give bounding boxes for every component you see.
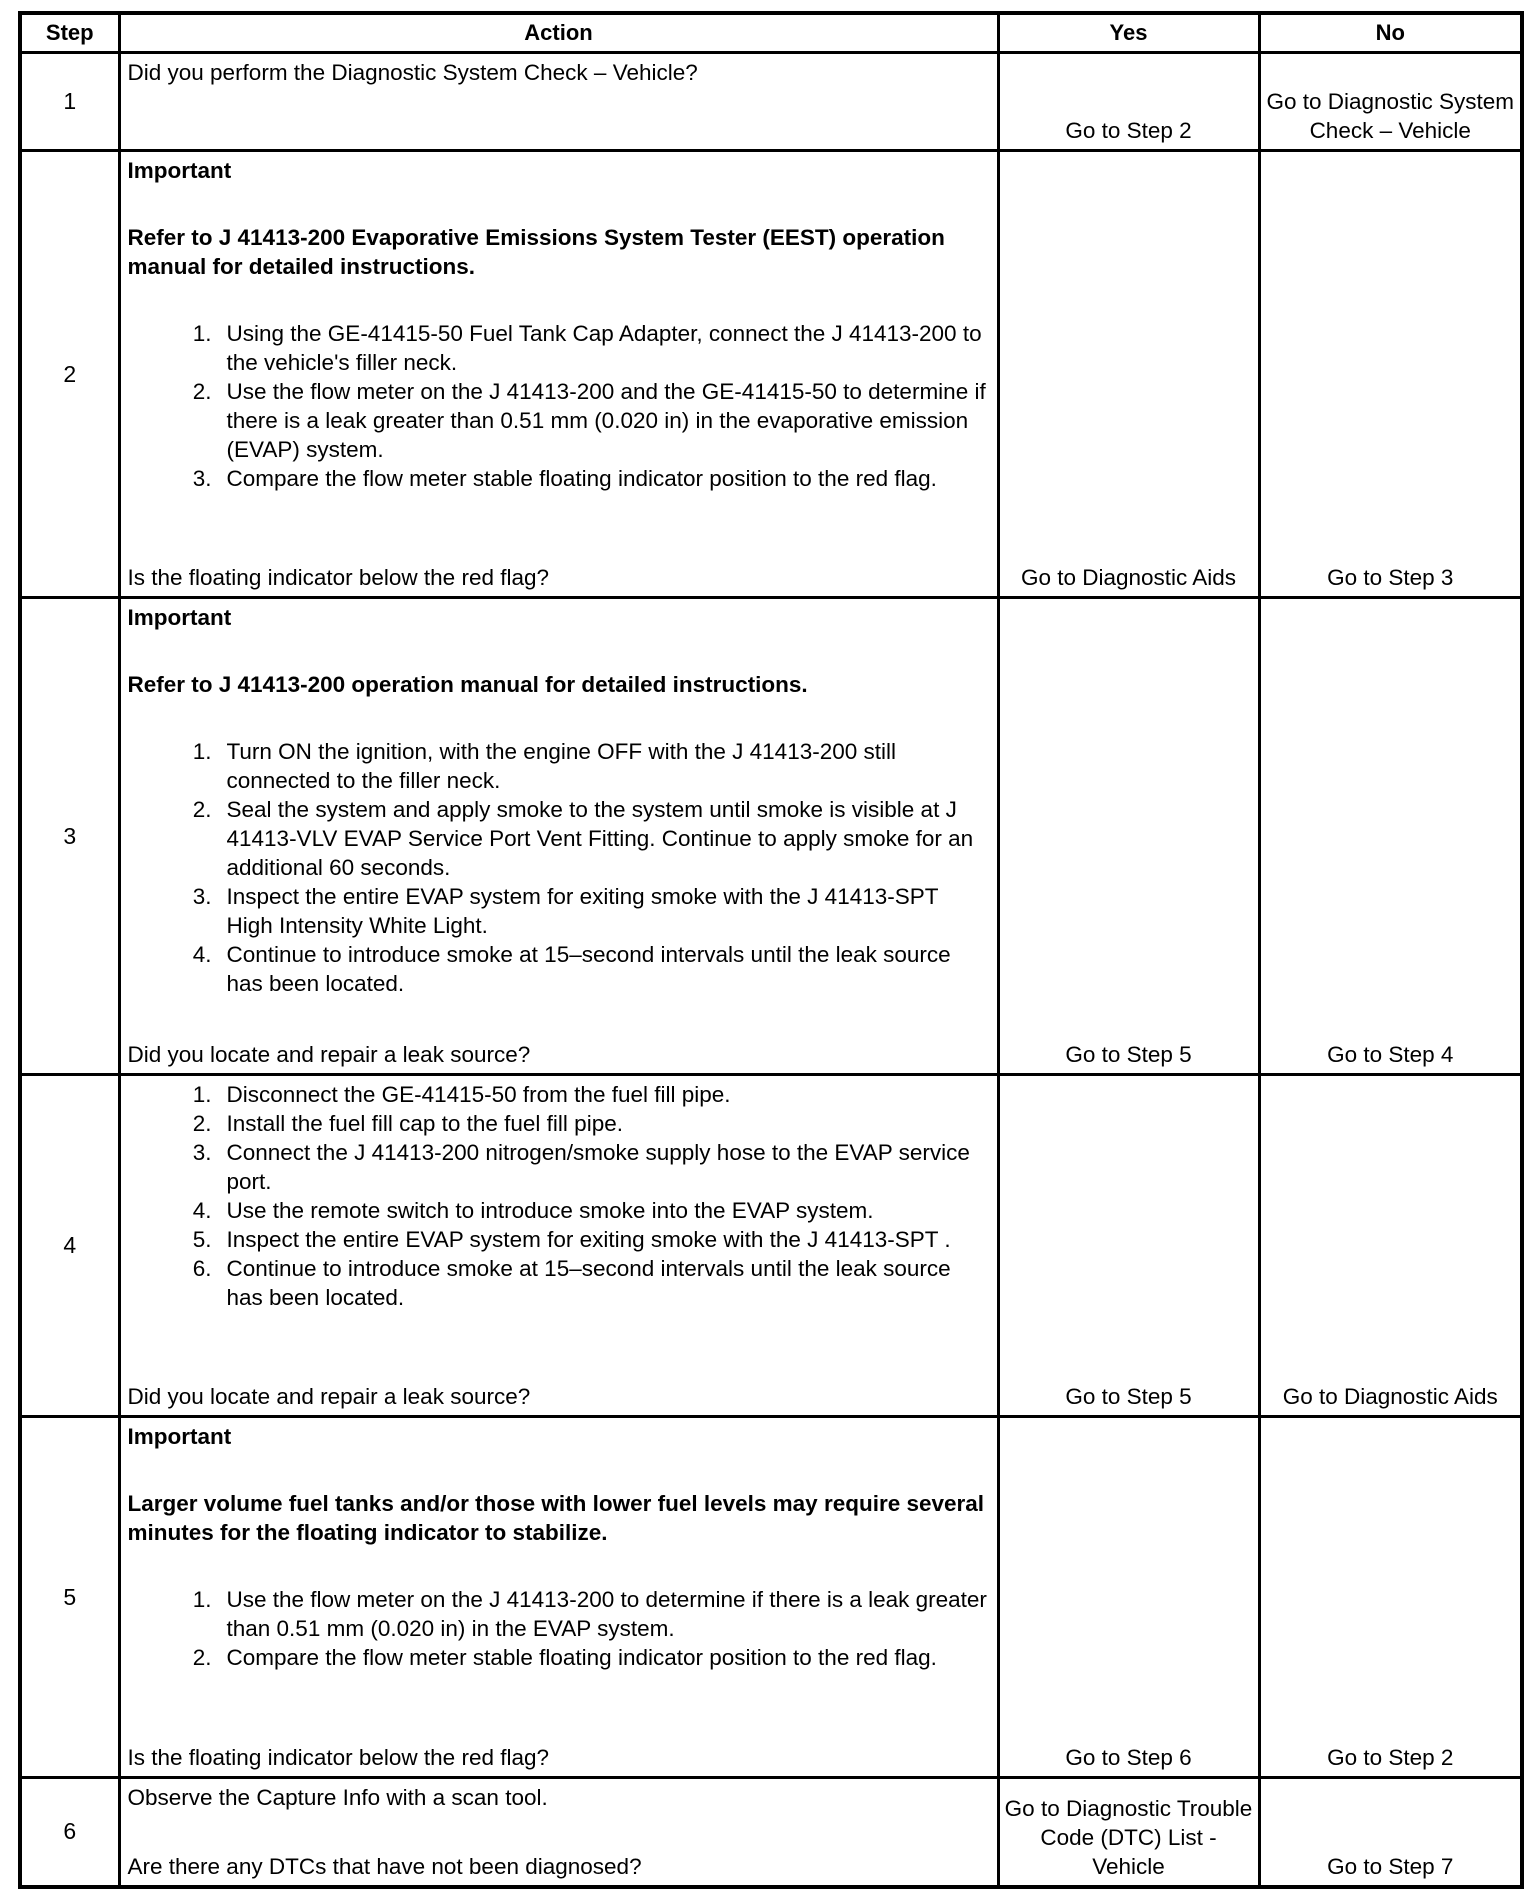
action-question: Are there any DTCs that have not been diagnosed? bbox=[127, 1854, 642, 1879]
important-title: Important bbox=[127, 605, 232, 631]
action-question: Is the floating indicator below the red flag? bbox=[127, 565, 550, 591]
important-note: Larger volume fuel tanks and/or those with lower fuel levels may require several minutes for the floating indicator to stabilize. bbox=[127, 1491, 985, 1546]
yes-outcome: Go to Diagnostic Aids bbox=[998, 151, 1259, 598]
table-row bbox=[20, 1075, 1522, 1417]
action-intro: Observe the Capture Info with a scan tool. bbox=[127, 1784, 548, 1810]
procedure-list bbox=[128, 1080, 991, 1312]
action-question: Is the floating indicator below the red flag? bbox=[127, 1744, 550, 1770]
step-number: 6 bbox=[20, 1777, 119, 1887]
no-outcome: Go to Step 2 bbox=[1259, 1417, 1522, 1777]
action-cell bbox=[119, 1417, 998, 1777]
no-outcome: Go to Diagnostic System Check – Vehicle bbox=[1259, 53, 1522, 151]
no-outcome: Go to Step 7 bbox=[1259, 1777, 1522, 1887]
table-row bbox=[20, 1417, 1522, 1777]
yes-outcome: Go to Step 5 bbox=[998, 1075, 1259, 1417]
header-step: Step bbox=[20, 13, 119, 53]
list-item: 1. Using the GE-41415-50 Fuel Tank Cap Adapter, connect the J 41413-200 to the vehicle's filler neck. bbox=[192, 321, 982, 376]
procedure-list bbox=[128, 319, 991, 493]
list-item: 3. Compare the flow meter stable floating indicator position to the red flag. bbox=[192, 466, 937, 492]
step-number: 3 bbox=[20, 598, 119, 1075]
list-item: 4. Use the remote switch to introduce smoke into the EVAP system. bbox=[192, 1198, 874, 1224]
list-item: 3. Connect the J 41413-200 nitrogen/smoke supply hose to the EVAP service port. bbox=[192, 1140, 970, 1195]
list-item: 3. Inspect the entire EVAP system for exiting smoke with the J 41413-SPT High Intensity White Light. bbox=[192, 884, 939, 939]
list-item: 2. Seal the system and apply smoke to the system until smoke is visible at J 41413-VLV EVAP Service Port Vent Fitting. Continue to apply smoke for an additional 60 seconds. bbox=[192, 797, 974, 881]
step-number: 1 bbox=[20, 53, 119, 151]
no-outcome: Go to Step 3 bbox=[1259, 151, 1522, 598]
diagnostic-table bbox=[18, 11, 1524, 1889]
step-number: 4 bbox=[20, 1075, 119, 1417]
action-intro: Did you perform the Diagnostic System Check – Vehicle? bbox=[127, 60, 698, 85]
important-note: Refer to J 41413-200 Evaporative Emissions System Tester (EEST) operation manual for detailed instructions. bbox=[127, 225, 945, 280]
procedure-list bbox=[128, 1585, 991, 1672]
table-row bbox=[20, 598, 1522, 1075]
header-row bbox=[20, 13, 1522, 53]
table-row bbox=[20, 1777, 1522, 1887]
procedure-list bbox=[128, 737, 991, 998]
header-action: Action bbox=[119, 13, 998, 53]
important-title: Important bbox=[127, 158, 232, 184]
header-no: No bbox=[1259, 13, 1522, 53]
list-item: 1. Turn ON the ignition, with the engine OFF with the J 41413-200 still connected to the filler neck. bbox=[192, 739, 897, 794]
important-note: Refer to J 41413-200 operation manual for detailed instructions. bbox=[127, 672, 808, 698]
action-question: Did you locate and repair a leak source? bbox=[127, 1384, 531, 1410]
list-item: 5. Inspect the entire EVAP system for exiting smoke with the J 41413-SPT . bbox=[192, 1227, 951, 1253]
step-number: 2 bbox=[20, 151, 119, 598]
yes-outcome: Go to Step 5 bbox=[998, 598, 1259, 1075]
list-item: 2. Use the flow meter on the J 41413-200 and the GE-41415-50 to determine if there is a leak greater than 0.51 mm (0.020 in) in the evaporative emission (EVAP) system. bbox=[192, 379, 986, 463]
list-item: 4. Continue to introduce smoke at 15–second intervals until the leak source has been located. bbox=[192, 942, 951, 997]
action-cell bbox=[119, 1777, 998, 1887]
list-item: 2. Install the fuel fill cap to the fuel fill pipe. bbox=[192, 1111, 623, 1137]
action-cell bbox=[119, 598, 998, 1075]
yes-outcome: Go to Step 6 bbox=[998, 1417, 1259, 1777]
action-cell bbox=[119, 1075, 998, 1417]
list-item: 1. Use the flow meter on the J 41413-200 to determine if there is a leak greater than 0.51 mm (0.020 in) in the EVAP system. bbox=[192, 1587, 987, 1642]
list-item: 6. Continue to introduce smoke at 15–second intervals until the leak source has been located. bbox=[192, 1256, 951, 1311]
list-item: 1. Disconnect the GE-41415-50 from the fuel fill pipe. bbox=[192, 1082, 731, 1108]
table-row bbox=[20, 53, 1522, 151]
no-outcome: Go to Step 4 bbox=[1259, 598, 1522, 1075]
action-cell bbox=[119, 151, 998, 598]
action-cell bbox=[119, 53, 998, 151]
list-item: 2. Compare the flow meter stable floating indicator position to the red flag. bbox=[192, 1645, 937, 1671]
important-title: Important bbox=[127, 1424, 232, 1450]
yes-outcome: Go to Step 2 bbox=[998, 53, 1259, 151]
header-yes: Yes bbox=[998, 13, 1259, 53]
action-question: Did you locate and repair a leak source? bbox=[127, 1042, 531, 1068]
no-outcome: Go to Diagnostic Aids bbox=[1259, 1075, 1522, 1417]
yes-outcome: Go to Diagnostic Trouble Code (DTC) List - Vehicle bbox=[998, 1777, 1259, 1887]
table-row bbox=[20, 151, 1522, 598]
step-number: 5 bbox=[20, 1417, 119, 1777]
